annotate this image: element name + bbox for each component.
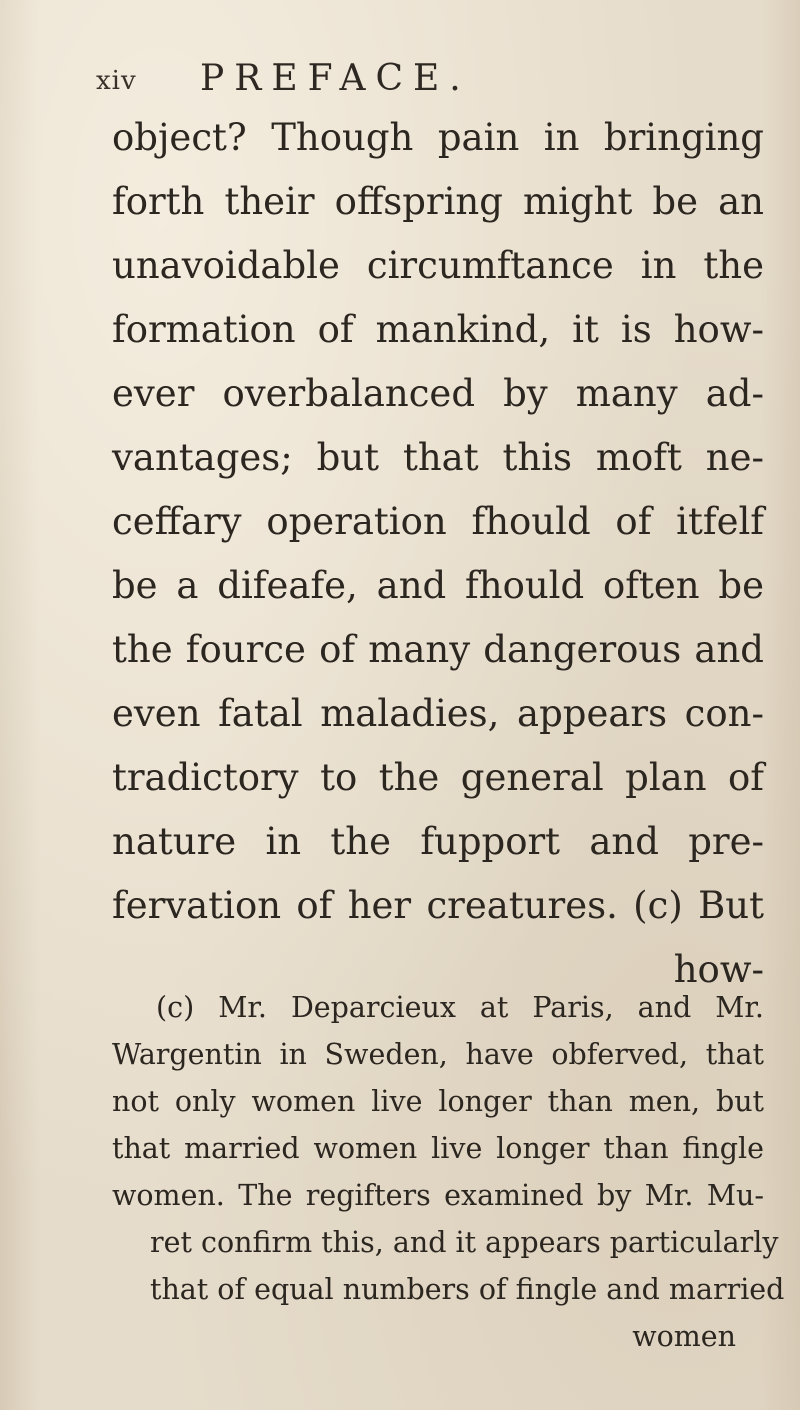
footnote-line: women. The regifters examined by Mr. Mu- [112, 1179, 764, 1212]
footnote-line: that married women live longer than fingle [112, 1132, 764, 1165]
body-line: forth their offspring might be an [112, 180, 764, 223]
footnote-line: that of equal numbers of fingle and married [150, 1273, 785, 1306]
body-line: object? Though pain in bringing [112, 116, 764, 159]
body-line: nature in the fupport and pre- [112, 820, 764, 863]
body-line: unavoidable circumftance in the [112, 244, 764, 287]
catchword: how- [673, 948, 764, 991]
running-title: PREFACE. [200, 58, 471, 99]
body-line: tradictory to the general plan of [112, 756, 764, 799]
footnote [112, 984, 785, 1360]
body-line: fervation of her creatures. (c) But [112, 884, 764, 927]
running-head [96, 58, 716, 102]
footnote-line: ret confirm this, and it appears particularly [150, 1226, 779, 1259]
body-line: ever overbalanced by many ad- [112, 372, 764, 415]
body-line: ceffary operation fhould of itfelf [112, 500, 764, 543]
footnote-line: Wargentin in Sweden, have obferved, that [112, 1038, 764, 1071]
body-line: even fatal maladies, appears con- [112, 692, 764, 735]
body-line: vantages; but that this moft ne- [112, 436, 764, 479]
footnote-catchword: women [632, 1320, 736, 1353]
body-line: formation of mankind, it is how- [112, 308, 764, 351]
footnote-line: not only women live longer than men, but [112, 1085, 764, 1118]
page-number: xiv [96, 66, 137, 96]
body-line: be a difeafe, and fhould often be [112, 564, 764, 607]
body-line: the fource of many dangerous and [112, 628, 764, 671]
body-text [112, 106, 764, 1002]
footnote-line: (c) Mr. Deparcieux at Paris, and Mr. [156, 991, 764, 1024]
